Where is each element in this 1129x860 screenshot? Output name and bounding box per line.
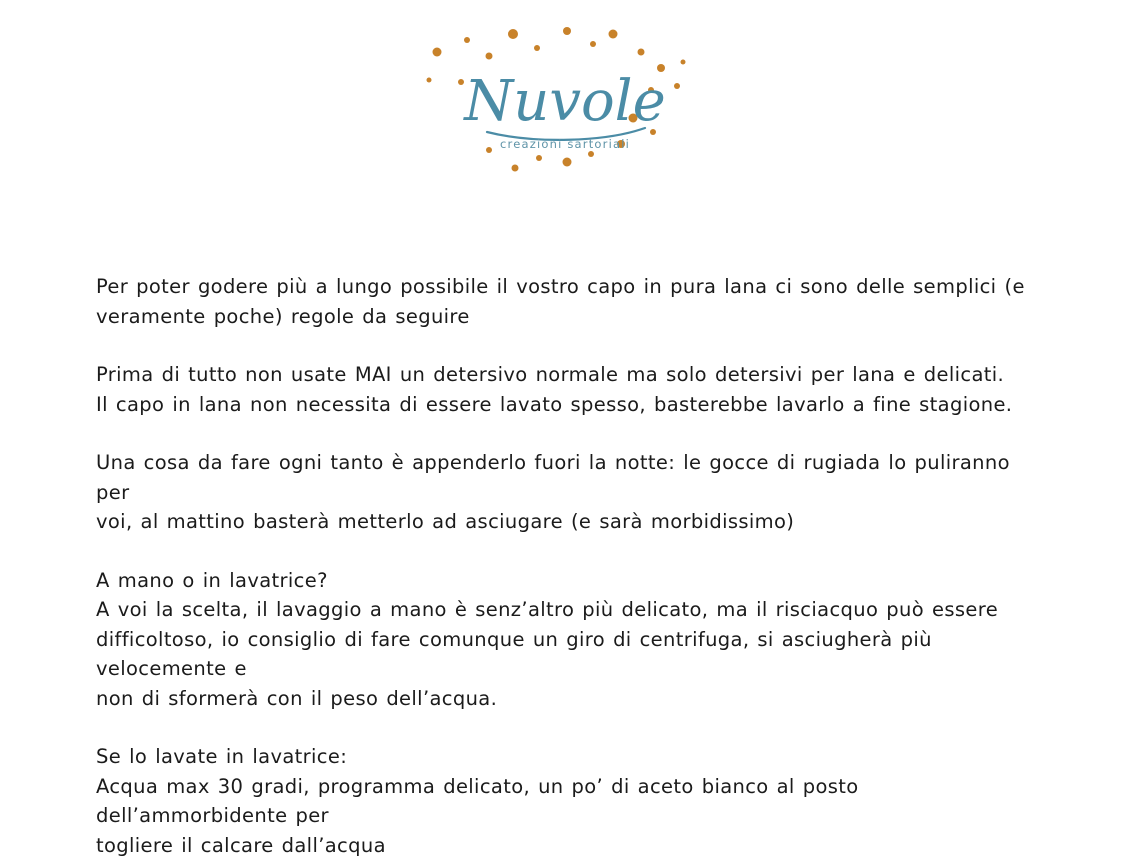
paragraph-in-lavatrice bbox=[96, 742, 1026, 860]
paragraph-spacer bbox=[96, 419, 1026, 448]
paragraph-mano-o-lavatrice bbox=[96, 566, 1026, 714]
paragraph-detersivi bbox=[96, 360, 1026, 419]
text-line: veramente poche) regole da seguire bbox=[96, 302, 1026, 332]
logo-graphic bbox=[415, 22, 715, 182]
text-line: Prima di tutto non usate MAI un detersivo normale ma solo detersivi per lana e delicati. bbox=[96, 360, 1026, 390]
text-line: difficoltoso, io consiglio di fare comunque un giro di centrifuga, si asciugherà più velocemente e bbox=[96, 625, 1026, 684]
text-line: Una cosa da fare ogni tanto è appenderlo fuori la notte: le gocce di rugiada lo puliranno per bbox=[96, 448, 1026, 507]
text-line: A mano o in lavatrice? bbox=[96, 566, 1026, 596]
text-line: Se lo lavate in lavatrice: bbox=[96, 742, 1026, 772]
paragraph-spacer bbox=[96, 537, 1026, 566]
logo-header bbox=[0, 0, 1129, 200]
paragraph-spacer bbox=[96, 331, 1026, 360]
text-line: non di sformerà con il peso dell’acqua. bbox=[96, 684, 1026, 714]
text-line: Acqua max 30 gradi, programma delicato, un po’ di aceto bianco al posto dell’ammorbidente per bbox=[96, 772, 1026, 831]
paragraph-spacer bbox=[96, 713, 1026, 742]
text-line: Il capo in lana non necessita di essere lavato spesso, basterebbe lavarlo a fine stagione. bbox=[96, 390, 1026, 420]
text-line: A voi la scelta, il lavaggio a mano è senz’altro più delicato, ma il risciacquo può essere bbox=[96, 595, 1026, 625]
brand-logo bbox=[415, 22, 715, 182]
paragraph-intro bbox=[96, 272, 1026, 331]
text-line: voi, al mattino basterà metterlo ad asciugare (e sarà morbidissimo) bbox=[96, 507, 1026, 537]
document-text bbox=[96, 272, 1026, 860]
paragraph-rugiada bbox=[96, 448, 1026, 537]
text-line: Per poter godere più a lungo possibile il vostro capo in pura lana ci sono delle semplici (e bbox=[96, 272, 1026, 302]
brand-tagline: creazioni sartoriali bbox=[500, 137, 630, 151]
brand-wordmark: Nuvole bbox=[462, 69, 665, 134]
text-line: togliere il calcare dall’acqua bbox=[96, 831, 1026, 860]
